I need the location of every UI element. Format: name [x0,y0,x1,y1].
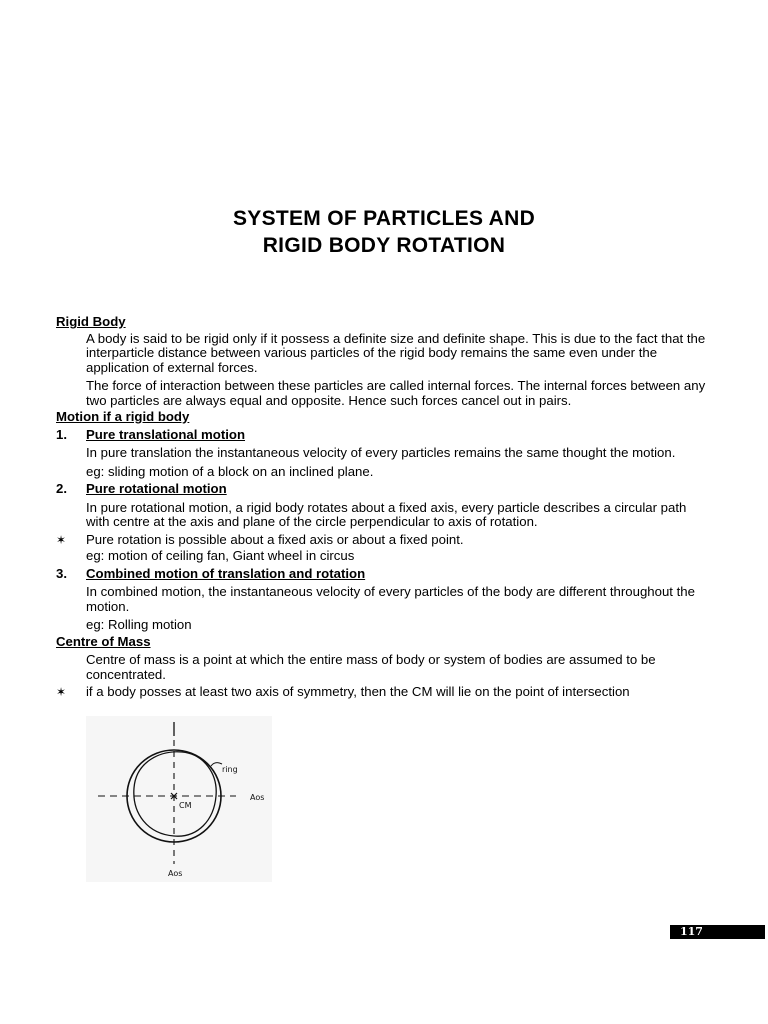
motion-item-example: eg: sliding motion of a block on an inclined plane. [86,463,374,479]
ring-axes-figure [86,716,272,882]
section-heading-rigid-body: Rigid Body [56,314,126,329]
ring-pointer [211,763,222,766]
rigid-body-paragraph-2: The force of interaction between these particles are called internal forces. The internal forces between any two particles are always equal and opposite. Hence such forces cancel out in pairs. [86,378,706,408]
axis-label-right: Aos [250,793,265,802]
bullet-note [56,533,712,548]
motion-item-title: Pure rotational motion [86,481,227,496]
bullet-note-text: Pure rotation is possible about a fixed axis or about a fixed point. [86,531,464,547]
section-heading-centre-of-mass: Centre of Mass [56,633,151,649]
motion-item-title: Pure translational motion [86,426,246,442]
motion-item-1 [56,428,712,443]
motion-item-number: 3. [56,565,67,581]
cm-label: CM [179,801,192,810]
motion-item-number: 1. [56,426,67,442]
page-title-line1: SYSTEM OF PARTICLES AND [232,207,536,230]
star-bullet-icon: ✶ [56,532,67,547]
bullet-note-text: if a body posses at least two axis of symmetry, then the CM will lie on the point of intersection [86,684,630,699]
ring-diagram-svg [86,716,272,882]
motion-item-number: 2. [56,481,67,496]
rigid-body-paragraph-1: A body is said to be rigid only if it possess a definite size and definite shape. This is due to the fact that the interparticle distance between various particles of the rigid body remains the same even under the application of external forces. [86,330,706,375]
page-number: 117 [670,925,765,939]
motion-item-text: In combined motion, the instantaneous velocity of every particles of the body are different throughout the motion. [86,584,695,614]
centre-of-mass-paragraph: Centre of mass is a point at which the entire mass of body or system of bodies are assumed to be concentrated. [86,652,656,682]
motion-item-3 [56,567,712,582]
ring-inner [134,752,216,836]
star-bullet-icon: ✶ [56,685,67,699]
motion-item-title: Combined motion of translation and rotation [86,565,366,581]
page-title-line2: RIGID BODY ROTATION [262,234,506,257]
document-body [56,313,712,700]
motion-item-text: In pure rotational motion, a rigid body rotates about a fixed axis, every particle describes a circular path with centre at the axis and plane of the circle perpendicular to axis of rotation. [86,499,687,529]
axis-label-bottom: Aos [168,869,183,878]
motion-item-example: eg: Rolling motion [86,617,192,632]
motion-item-example: eg: motion of ceiling fan, Giant wheel in circus [86,548,355,563]
bullet-note [56,685,712,700]
ring-label: ring [222,765,238,774]
motion-heading-text: Motion if a rigid body [56,409,190,424]
section-heading-motion [56,410,712,425]
motion-item-text: In pure translation the instantaneous velocity of every particles remains the same thought the motion. [86,445,676,460]
motion-item-2 [56,482,712,497]
